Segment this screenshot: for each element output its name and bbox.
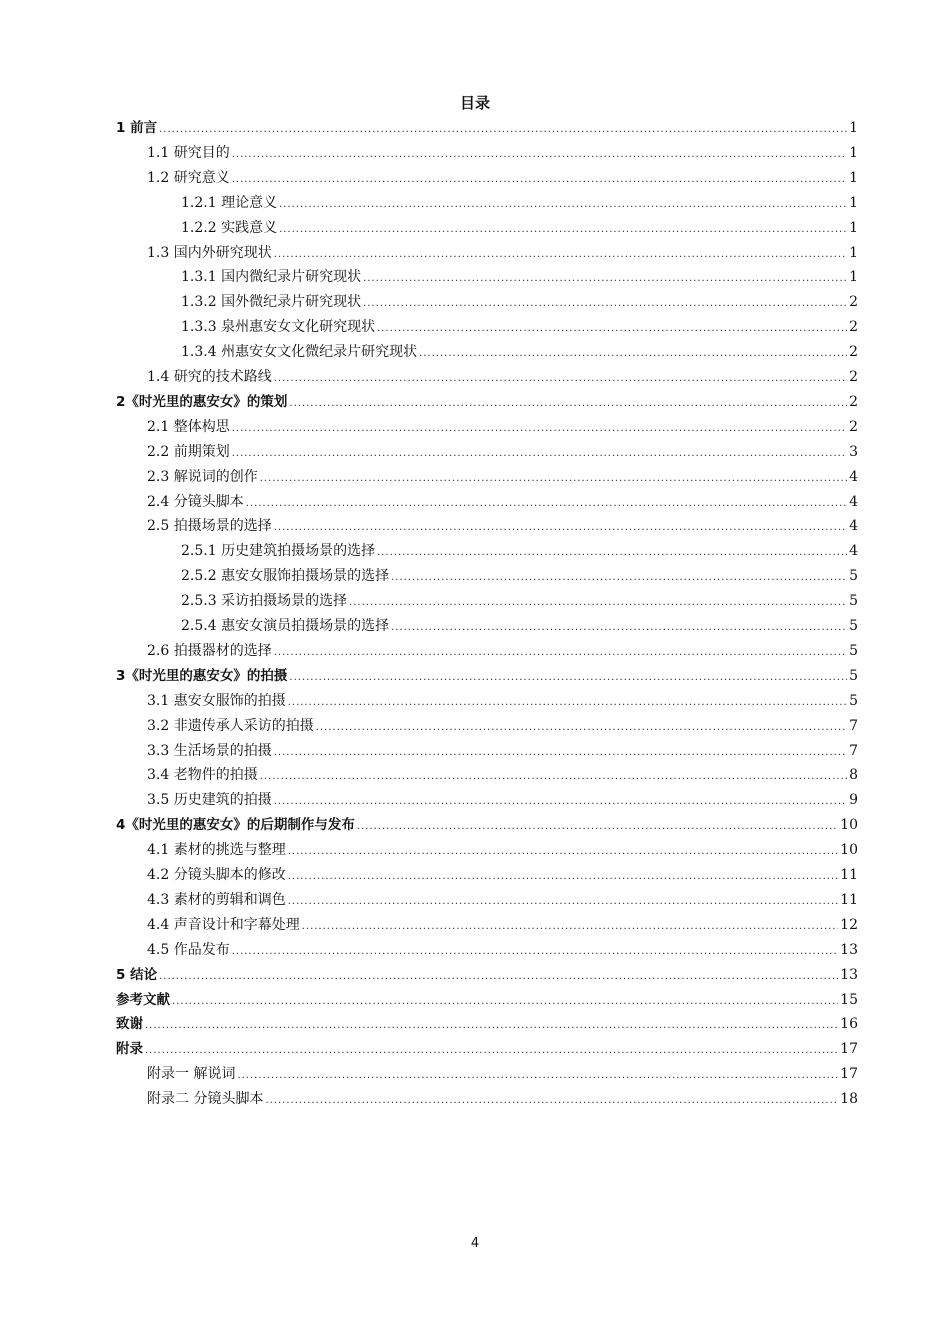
toc-entry-page: 13 — [840, 967, 858, 983]
toc-entry-page: 1 — [849, 245, 858, 261]
toc-entry[interactable] — [181, 315, 858, 339]
toc-entry-label: 3《时光里的惠安女》的拍摄 — [116, 668, 288, 684]
toc-entry-label: 3.4 老物件的拍摄 — [147, 767, 258, 783]
toc-entry-label: 4.5 作品发布 — [147, 942, 230, 958]
toc-dot-leader — [265, 1089, 838, 1113]
toc-entry[interactable] — [147, 514, 858, 538]
toc-entry[interactable] — [147, 365, 858, 389]
toc-entry[interactable] — [181, 265, 858, 289]
toc-dot-leader — [274, 790, 847, 814]
toc-dot-leader — [363, 267, 847, 291]
toc-entry-label: 2.5.4 惠安女演员拍摄场景的选择 — [181, 618, 390, 634]
toc-dot-leader — [288, 865, 838, 889]
toc-dot-leader — [391, 566, 847, 590]
toc-dot-leader — [274, 641, 847, 665]
toc-entry-label: 1.2 研究意义 — [147, 170, 230, 186]
toc-entry-label: 4.3 素材的剪辑和调色 — [147, 892, 286, 908]
toc-entry[interactable] — [116, 988, 858, 1012]
toc-entry-page: 10 — [840, 817, 858, 833]
toc-entry[interactable] — [116, 813, 858, 837]
toc-entry-page: 17 — [840, 1041, 858, 1057]
toc-entry-page: 4 — [849, 494, 858, 510]
toc-dot-leader — [232, 143, 847, 167]
toc-entry[interactable] — [116, 390, 858, 414]
toc-entry-label: 4.2 分镜头脚本的修改 — [147, 867, 286, 883]
toc-dot-leader — [288, 840, 838, 864]
toc-entry[interactable] — [147, 141, 858, 165]
toc-entry[interactable] — [116, 963, 858, 987]
toc-dot-leader — [279, 218, 847, 242]
toc-entry[interactable] — [147, 1062, 858, 1086]
toc-entry-page: 7 — [849, 743, 858, 759]
toc-entry[interactable] — [147, 440, 858, 464]
toc-dot-leader — [172, 990, 838, 1014]
toc-dot-leader — [279, 193, 847, 217]
toc-entry-label: 参考文献 — [116, 992, 170, 1008]
toc-entry-label: 2.5.2 惠安女服饰拍摄场景的选择 — [181, 568, 390, 584]
toc-dot-leader — [377, 317, 847, 341]
toc-entry[interactable] — [181, 340, 858, 364]
toc-entry[interactable] — [147, 1087, 858, 1111]
toc-entry[interactable] — [147, 763, 858, 787]
toc-entry[interactable] — [147, 888, 858, 912]
toc-entry-label: 1 前言 — [116, 120, 158, 136]
toc-dot-leader — [260, 467, 847, 491]
page-number: 4 — [470, 1236, 480, 1251]
toc-dot-leader — [232, 417, 847, 441]
toc-dot-leader — [274, 243, 847, 267]
toc-entry-page: 2 — [849, 394, 858, 410]
toc-dot-leader — [391, 616, 847, 640]
toc-entry-label: 2.4 分镜头脚本 — [147, 494, 244, 510]
toc-entry-label: 1.3.4 州惠安女文化微纪录片研究现状 — [181, 344, 418, 360]
toc-entry-label: 1.4 研究的技术路线 — [147, 369, 272, 385]
toc-entry-label: 3.2 非遗传承人采访的拍摄 — [147, 718, 314, 734]
toc-entry-page: 1 — [849, 195, 858, 211]
toc-entry-label: 1.3.2 国外微纪录片研究现状 — [181, 294, 362, 310]
toc-entry-page: 1 — [849, 170, 858, 186]
toc-dot-leader — [363, 292, 847, 316]
toc-entry-label: 4《时光里的惠安女》的后期制作与发布 — [116, 817, 355, 833]
toc-entry-label: 2《时光里的惠安女》的策划 — [116, 394, 288, 410]
toc-entry-label: 1.2.1 理论意义 — [181, 195, 278, 211]
toc-entry-label: 3.1 惠安女服饰的拍摄 — [147, 693, 286, 709]
toc-entry[interactable] — [147, 689, 858, 713]
toc-entry-page: 5 — [849, 693, 858, 709]
toc-entry-label: 3.3 生活场景的拍摄 — [147, 743, 272, 759]
toc-entry[interactable] — [147, 863, 858, 887]
toc-entry-label: 1.2.2 实践意义 — [181, 220, 278, 236]
toc-dot-leader — [232, 168, 847, 192]
toc-entry[interactable] — [147, 639, 858, 663]
toc-entry-label: 2.5.3 采访拍摄场景的选择 — [181, 593, 348, 609]
toc-entry-label: 2.2 前期策划 — [147, 444, 230, 460]
toc-dot-leader — [288, 890, 838, 914]
toc-entry-page: 4 — [849, 469, 858, 485]
toc-entry-page: 12 — [840, 917, 858, 933]
toc-entry-label: 附录二 分镜头脚本 — [147, 1091, 264, 1107]
toc-dot-leader — [159, 965, 838, 989]
toc-entry-page: 11 — [840, 867, 858, 883]
toc-entry[interactable] — [147, 166, 858, 190]
toc-entry-label: 3.5 历史建筑的拍摄 — [147, 792, 272, 808]
toc-dot-leader — [274, 367, 847, 391]
toc-entry-page: 18 — [840, 1091, 858, 1107]
page-title: 目录 — [459, 94, 490, 112]
toc-entry[interactable] — [147, 788, 858, 812]
toc-entry-label: 4.4 声音设计和字幕处理 — [147, 917, 300, 933]
toc-entry-page: 16 — [840, 1016, 858, 1032]
toc-dot-leader — [145, 1014, 838, 1038]
toc-entry-page: 3 — [849, 444, 858, 460]
toc-entry-label: 1.3.1 国内微纪录片研究现状 — [181, 269, 362, 285]
toc-entry-page: 1 — [849, 120, 858, 136]
toc-dot-leader — [377, 541, 847, 565]
toc-entry-page: 2 — [849, 344, 858, 360]
toc-entry[interactable] — [147, 490, 858, 514]
toc-dot-leader — [260, 765, 847, 789]
toc-entry[interactable] — [147, 714, 858, 738]
toc-dot-leader — [274, 741, 847, 765]
toc-entry-page: 17 — [840, 1066, 858, 1082]
toc-entry-page: 15 — [840, 992, 858, 1008]
toc-entry-page: 2 — [849, 419, 858, 435]
toc-entry-page: 9 — [849, 792, 858, 808]
toc-dot-leader — [289, 666, 847, 690]
toc-entry[interactable] — [181, 589, 858, 613]
toc-entry[interactable] — [116, 116, 858, 140]
toc-entry[interactable] — [147, 938, 858, 962]
toc-entry-label: 1.3.3 泉州惠安女文化研究现状 — [181, 319, 376, 335]
toc-entry[interactable] — [147, 465, 858, 489]
toc-entry-label: 1.1 研究目的 — [147, 145, 230, 161]
toc-entry-page: 10 — [840, 842, 858, 858]
toc-dot-leader — [232, 442, 847, 466]
toc-dot-leader — [274, 516, 847, 540]
toc-dot-leader — [289, 392, 847, 416]
toc-entry-page: 2 — [849, 294, 858, 310]
toc-dot-leader — [232, 940, 838, 964]
toc-dot-leader — [145, 1039, 838, 1063]
toc-entry[interactable] — [147, 913, 858, 937]
toc-entry-label: 附录一 解说词 — [147, 1066, 236, 1082]
toc-entry-page: 5 — [849, 618, 858, 634]
toc-entry[interactable] — [181, 539, 858, 563]
toc-entry-page: 13 — [840, 942, 858, 958]
toc-dot-leader — [316, 716, 847, 740]
toc-dot-leader — [159, 118, 847, 142]
toc-dot-leader — [302, 915, 838, 939]
toc-entry-page: 7 — [849, 718, 858, 734]
toc-entry-page: 1 — [849, 220, 858, 236]
toc-entry-label: 附录 — [116, 1041, 143, 1057]
toc-entry[interactable] — [147, 241, 858, 265]
toc-entry-page: 4 — [849, 543, 858, 559]
toc-dot-leader — [419, 342, 847, 366]
toc-entry[interactable] — [181, 564, 858, 588]
toc-dot-leader — [349, 591, 847, 615]
toc-entry-page: 2 — [849, 319, 858, 335]
toc-entry[interactable] — [181, 290, 858, 314]
toc-entry-page: 5 — [849, 643, 858, 659]
toc-entry-page: 5 — [849, 593, 858, 609]
toc-entry-label: 2.5 拍摄场景的选择 — [147, 518, 272, 534]
toc-entry-label: 2.3 解说词的创作 — [147, 469, 258, 485]
toc-entry[interactable] — [116, 1012, 858, 1036]
toc-entry-label: 5 结论 — [116, 967, 158, 983]
toc-entry[interactable] — [116, 664, 858, 688]
toc-dot-leader — [288, 691, 847, 715]
toc-entry-page: 4 — [849, 518, 858, 534]
toc-entry-page: 11 — [840, 892, 858, 908]
toc-entry[interactable] — [116, 1037, 858, 1061]
toc-entry[interactable] — [147, 739, 858, 763]
toc-entry-page: 1 — [849, 269, 858, 285]
toc-entry-page: 5 — [849, 668, 858, 684]
toc-entry-label: 4.1 素材的挑选与整理 — [147, 842, 286, 858]
toc-entry-page: 2 — [849, 369, 858, 385]
toc-dot-leader — [357, 815, 838, 839]
toc-dot-leader — [246, 492, 847, 516]
toc-entry-page: 1 — [849, 145, 858, 161]
toc-entry[interactable] — [181, 216, 858, 240]
toc-dot-leader — [237, 1064, 838, 1088]
toc-entry[interactable] — [181, 191, 858, 215]
toc-entry-page: 5 — [849, 568, 858, 584]
toc-entry[interactable] — [147, 838, 858, 862]
toc-entry-label: 2.6 拍摄器材的选择 — [147, 643, 272, 659]
toc-entry-page: 8 — [849, 767, 858, 783]
toc-entry-label: 2.5.1 历史建筑拍摄场景的选择 — [181, 543, 376, 559]
toc-entry-label: 致谢 — [116, 1016, 143, 1032]
toc-entry[interactable] — [181, 614, 858, 638]
toc-entry-label: 1.3 国内外研究现状 — [147, 245, 272, 261]
toc-entry[interactable] — [147, 415, 858, 439]
toc-entry-label: 2.1 整体构思 — [147, 419, 230, 435]
